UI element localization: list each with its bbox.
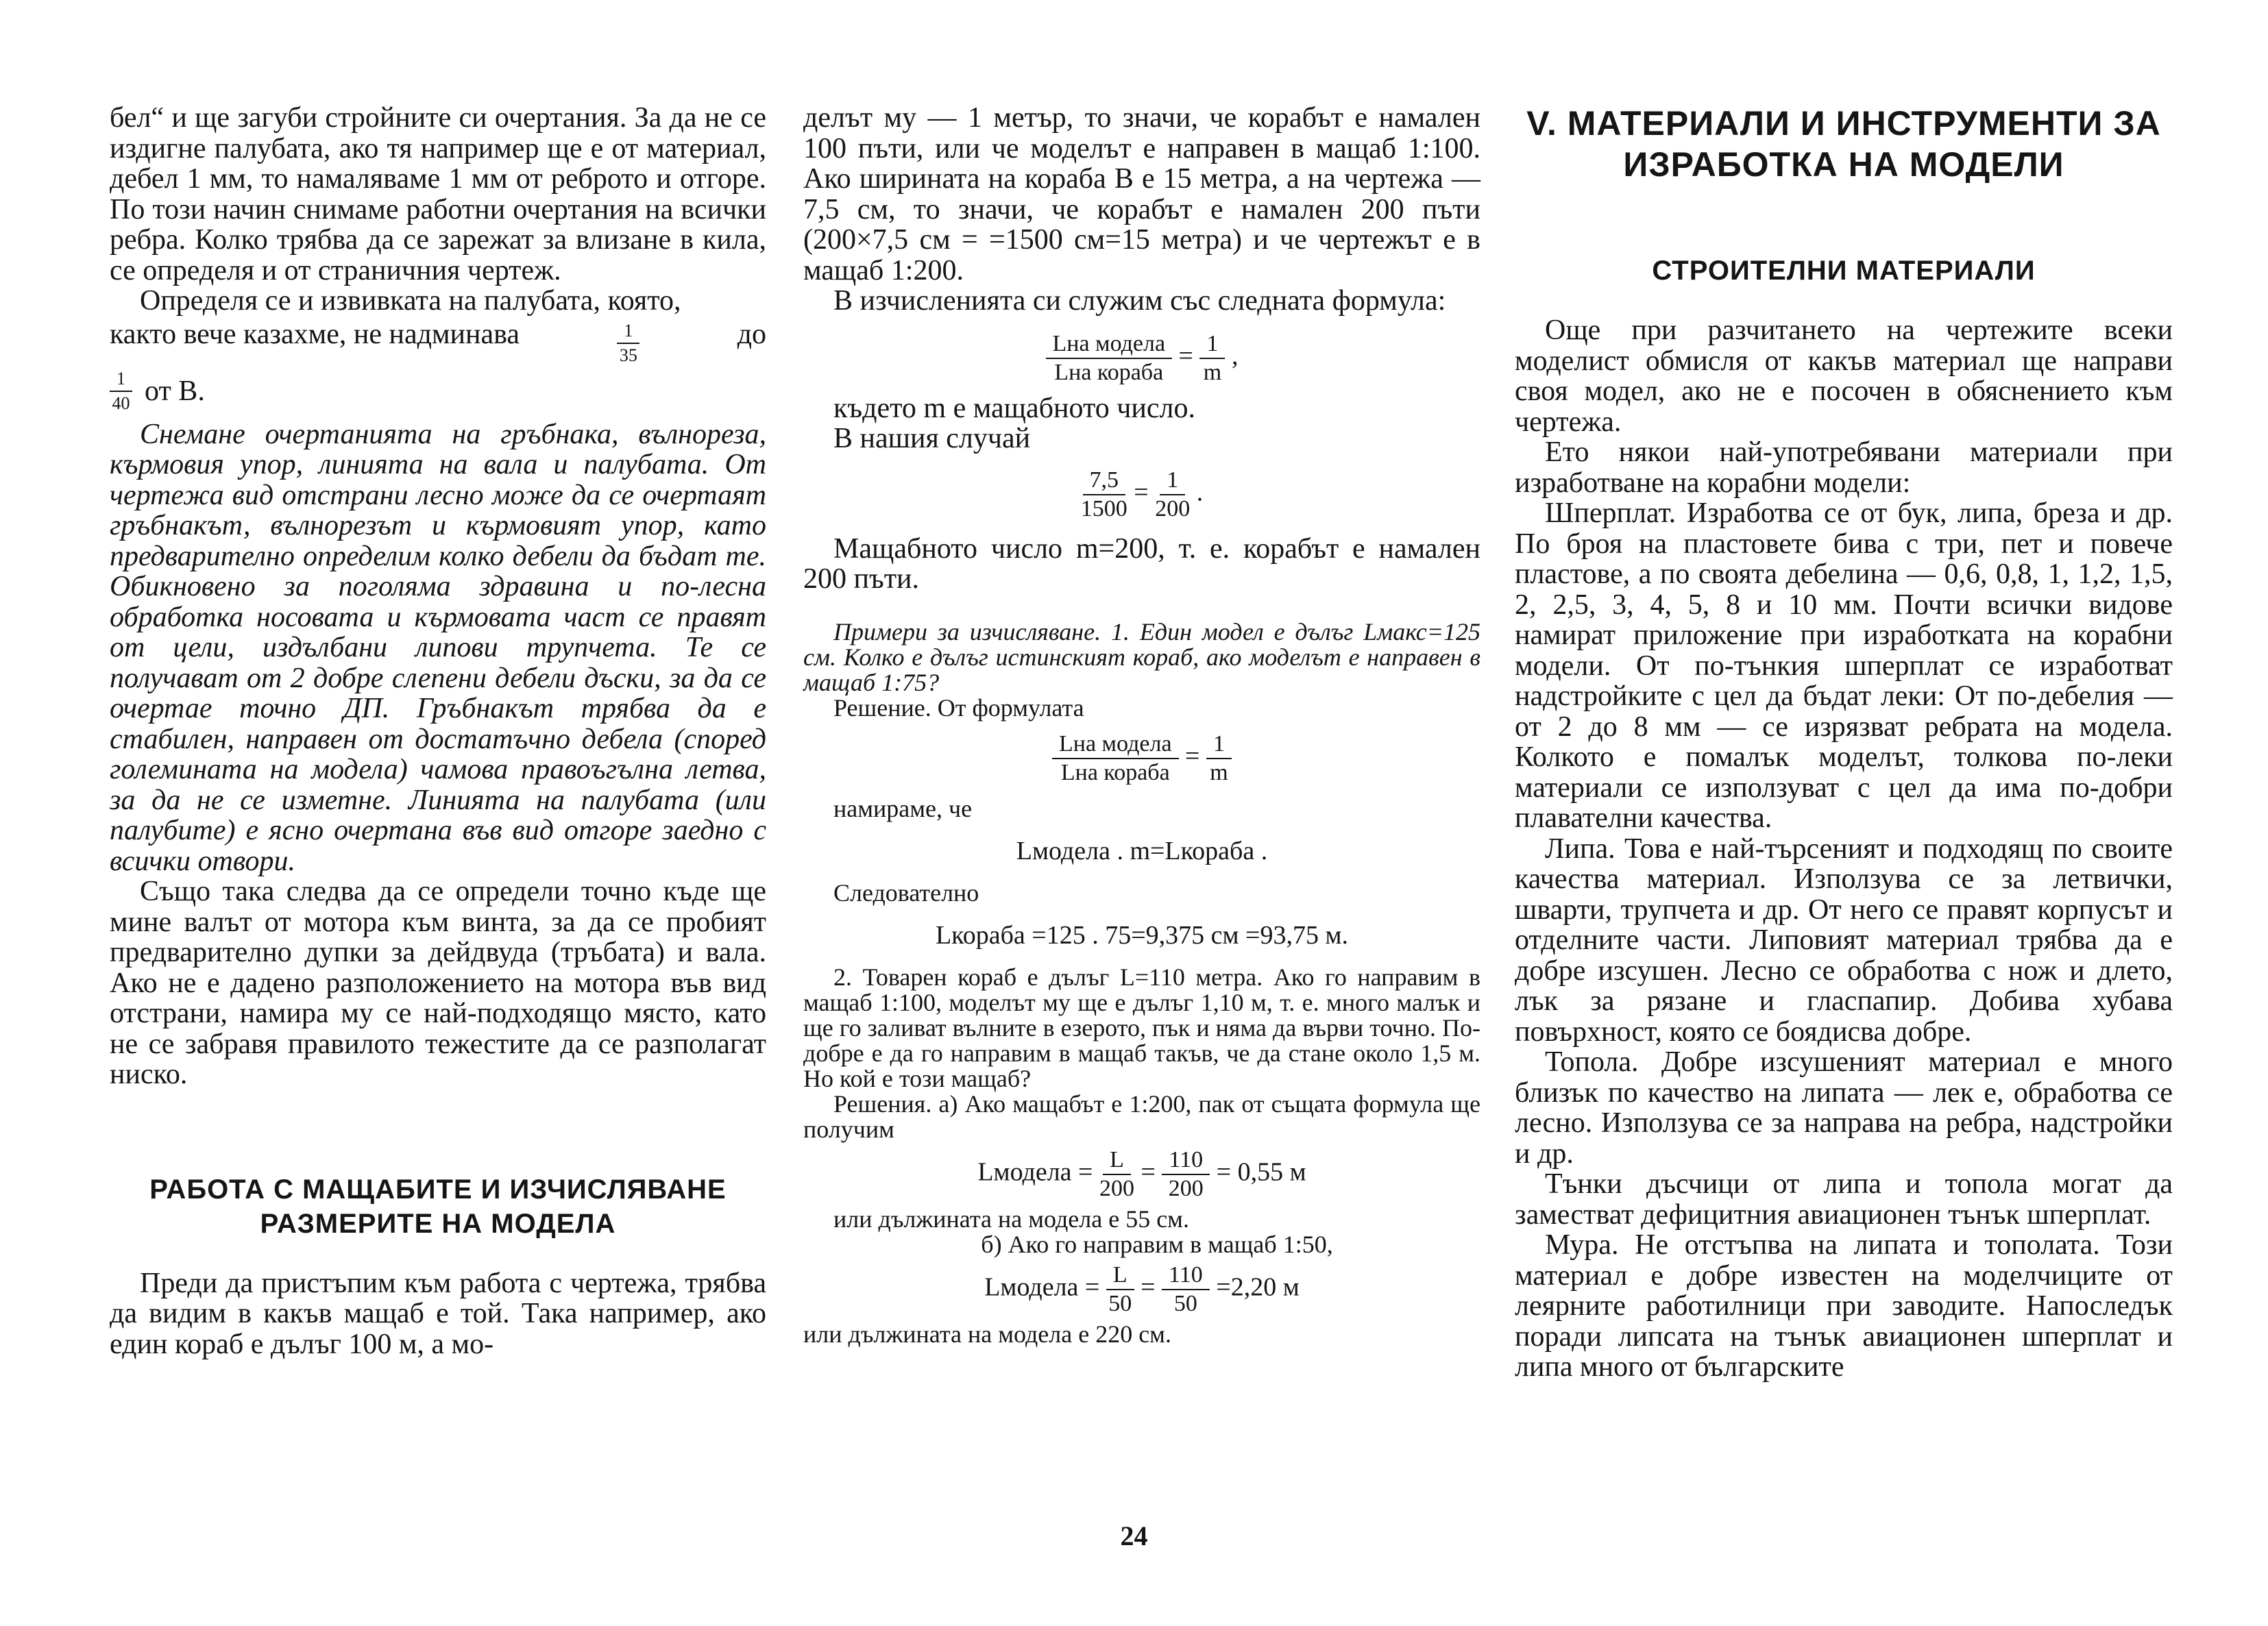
numerator: 7,5 xyxy=(1083,467,1126,495)
paragraph: 2. Товарен кораб е дълъг L=110 метра. Ако го направим в мащаб 1:100, моделът му ще е дълъг 1,10 м, т. е. много малък и ще го заливат вълните в езерото, пък и няма да върви точно. По-добре е да го направим в мащаб такъв, че да стане около 1,5 м. Но кой е този мащаб? xyxy=(803,963,1480,1092)
section-heading: РАБОТА С МАЩАБИТЕ И ИЗЧИСЛЯВАНЕ РАЗМЕРИТЕ НА МОДЕЛА xyxy=(149,1174,727,1239)
formula-line xyxy=(110,319,766,367)
paragraph: Също така следва да се определи точно къде ще мине валът от мотора към винта, за да се пробият предварително дупки за дейдвуда (тръбата) и вала. Ако не е дадено разположението на мотора във вид отстрани, намира му се най-подходящо място, като не се забравя правилото тежестите да се разполагат ниско. xyxy=(110,876,766,1090)
denominator: 35 xyxy=(619,345,637,365)
chapter-title: V. МАТЕРИАЛИ И ИНСТРУМЕНТИ ЗА ИЗРАБОТКА НА МОДЕЛИ xyxy=(1526,104,2161,184)
fraction xyxy=(1162,1146,1210,1203)
formula: Lмодела . m=Lкораба . xyxy=(1016,836,1268,865)
section-heading: СТРОИТЕЛНИ МАТЕРИАЛИ xyxy=(1652,256,2036,286)
paragraph: Преди да пристъпим към работа с чертежа, трябва да видим в какъв мащаб е той. Така например, ако един кораб е дълъг 100 м, а мо- xyxy=(110,1267,766,1360)
fraction xyxy=(110,367,132,415)
numerator: 1 xyxy=(617,319,639,344)
paragraph: бел“ и ще загуби стройните си очертания. За да не се издигне палубата, ако тя например ще е от материал, дебел 1 мм, то намаляваме 1 мм от реброто и отгоре. По този начин снимаме работни очертания на всички ребра. Колко трябва да се зарежат за влизане в кила, се определя и от страничния чертеж. xyxy=(110,102,766,286)
paragraph: Липа. Това е най-търсеният и подходящ по своите качества материал. Използува се за летвички, шварти, трупчета и др. От него се правят корпусът и отделните части. Липовият материал трябва да е добре изсушен. Лесно се обработва с нож и длето, лък за рязане и гласпапир. Добива хубава повърхност, която се боядисва добре. xyxy=(1515,833,2173,1048)
fraction xyxy=(1052,730,1179,787)
numerator: 1 xyxy=(1199,330,1225,359)
numerator: Lна модела xyxy=(1052,730,1179,759)
equals: = xyxy=(1185,741,1200,771)
text: от B. xyxy=(145,375,205,407)
formula xyxy=(803,330,1480,386)
fraction xyxy=(617,319,639,367)
fraction xyxy=(1206,730,1232,787)
numerator: L xyxy=(1103,1146,1131,1175)
denominator: 50 xyxy=(1108,1290,1132,1316)
examples-block xyxy=(803,619,1480,1347)
result: = 0,55 м xyxy=(1216,1157,1306,1187)
fraction xyxy=(1162,1261,1210,1318)
fraction xyxy=(1155,467,1190,523)
paragraph: намираме, че xyxy=(833,794,973,822)
paragraph: б) Ако го направим в мащаб 1:50, xyxy=(981,1230,1333,1258)
column-middle xyxy=(803,103,1480,1347)
lhs: Lмодела = xyxy=(977,1157,1093,1187)
paragraph: Шперплат. Изработва се от бук, липа, бреза и др. По броя на пластовете бива с три, пет и повече пластове, а по своята дебелина — 0,6, 0,8, 1, 1,2, 1,5, 2, 2,5, 3, 4, 5, 8 и 10 мм. Почти всички видове намират приложение при изработката на корабни модели. От по-тънкия шперплат се изработват надстройките с цел да бъдат леки: От по-дебелия — от 2 до 8 мм — се изрязват ребрата на модела. Колкото е помалък моделът, толкова по-леки материали се използуват с цел да има по-добри плавателни качества. xyxy=(1515,497,2173,834)
page-number: 24 xyxy=(1120,1520,1148,1551)
formula: Lмодела = $\frac{L}{50}$ = $\frac{110}{50}$ =2,20 м xyxy=(984,1261,1300,1316)
denominator: 200 xyxy=(1168,1175,1204,1201)
denominator: m xyxy=(1203,359,1222,385)
punct: . xyxy=(1196,478,1204,507)
denominator: m xyxy=(1210,759,1228,785)
numerator: 110 xyxy=(1162,1146,1210,1175)
result: =2,20 м xyxy=(1216,1272,1300,1302)
column-right xyxy=(1515,103,2173,1383)
denominator: Lна кораба xyxy=(1060,759,1170,785)
denominator: 200 xyxy=(1099,1175,1134,1201)
paragraph: Мура. Не отстъпва на липата и тополата. Този материал е добре известен на моделчиците от леярните работилници при заводите. Напоследък поради липсата на тънък авиационен шперплат и липа много от българските xyxy=(1515,1229,2173,1383)
paragraph: Мащабното число m=200, т. е. корабът е намален 200 пъти. xyxy=(803,532,1480,595)
text: до xyxy=(737,318,766,350)
fraction xyxy=(1199,330,1225,386)
punct: , xyxy=(1231,341,1239,371)
numerator: 1 xyxy=(110,367,132,392)
numerator: 1 xyxy=(1206,730,1232,759)
paragraph: делът му — 1 метър, то значи, че корабът е намален 100 пъти, или че моделът е направен в мащаб 1:100. Ако ширината на кораба B е 15 метра, а на чертежа — 7,5 см, то значи, че корабът е намален 200 пъти (200×7,5 см = =1500 см=15 метра) и че чертежът е в мащаб 1:200. xyxy=(803,102,1480,286)
formula xyxy=(803,467,1480,523)
numerator: Lна модела xyxy=(1046,330,1173,359)
paragraph: Решение. От формулата xyxy=(833,693,1084,722)
formula xyxy=(803,730,1480,787)
paragraph: В изчисленията си служим със следната формула: xyxy=(833,285,1446,317)
formula: Lкораба =125 . 75=9,375 см =93,75 м. xyxy=(935,920,1349,950)
paragraph: В нашия случай xyxy=(833,423,1031,454)
paragraph: където m е мащабното число. xyxy=(833,392,1195,424)
paragraph: Определя се и извивката на палубата, която, xyxy=(140,285,681,317)
paragraph: Ето някои най-употребявани материали при изработване на корабни модели: xyxy=(1515,436,2173,499)
lhs: Lмодела = xyxy=(984,1272,1100,1302)
fraction xyxy=(1106,1261,1134,1318)
numerator: 1 xyxy=(1160,467,1185,495)
fraction xyxy=(1046,330,1173,386)
paragraph: Още при разчитането на чертежите всеки моделист обмисля от какъв материал ще направи своя модел, ако не е посочен в обяснението към чертежа. xyxy=(1515,315,2173,438)
numerator: 110 xyxy=(1162,1261,1210,1290)
paragraph: Следователно xyxy=(833,878,979,907)
fraction xyxy=(1099,1146,1134,1203)
fraction xyxy=(1081,467,1127,523)
paragraph: или дължината на модела е 220 см. xyxy=(803,1320,1171,1348)
paragraph: Снемане очертанията на гръбнака, вълнореза, кърмовия упор, линията на вала и палубата. От чертежа вид отстрани лесно може да се очертаят гръбнакът, вълнорезът и кърмовият упор, като предварително определим колко дебели да бъдат те. Обикновено за поголяма здравина и по-лесна обработка носовата и кърмовата част се правят от цели, издълбани липови трупчета. Те се получават от 2 добре слепени дебели дъски, за да се очертае точно ДП. Гръбнакът трябва да е стабилен, направен от достатъчно дебела (според големината на модела) чамова правоъгълна летва, за да не се изметне. Линията на палубата (или палубите) е ясно очертана във вид отгоре заедно с всички отвори. xyxy=(110,418,766,877)
paragraph: Тънки дъсчици от липа и топола могат да заместват дефицитния авиационен тънък шперплат. xyxy=(1515,1168,2173,1231)
equals: = xyxy=(1178,341,1193,371)
text: както вече казахме, не надминава xyxy=(110,318,520,350)
denominator: 200 xyxy=(1155,495,1191,521)
formula-line xyxy=(110,367,766,415)
paragraph: или дължината на модела е 55 см. xyxy=(833,1205,1189,1233)
equals: = xyxy=(1134,478,1149,507)
column-left xyxy=(110,103,766,1359)
denominator: 50 xyxy=(1173,1290,1197,1316)
paragraph: Топола. Добре изсушеният материал е много близък по качество на липата — лек е, обработва се лесно. Използува се за направа на ребра, надстройки и др. xyxy=(1515,1046,2173,1170)
numerator: L xyxy=(1106,1261,1134,1290)
formula: Lмодела = $\frac{L}{200}$ = $\frac{110}{200}$ = 0,55 м xyxy=(977,1146,1306,1201)
denominator: 40 xyxy=(112,393,130,413)
denominator: 1500 xyxy=(1080,495,1127,521)
paragraph: Решения. а) Ако мащабът е 1:200, пак от същата формула ще получим xyxy=(803,1089,1480,1143)
denominator: Lна кораба xyxy=(1054,359,1164,385)
paragraph: Примери за изчисляване. 1. Един модел е дълъг Lмакс=125 см. Колко е дълъг истинският кораб, ако моделът е направен в мащаб 1:75? xyxy=(803,617,1480,696)
